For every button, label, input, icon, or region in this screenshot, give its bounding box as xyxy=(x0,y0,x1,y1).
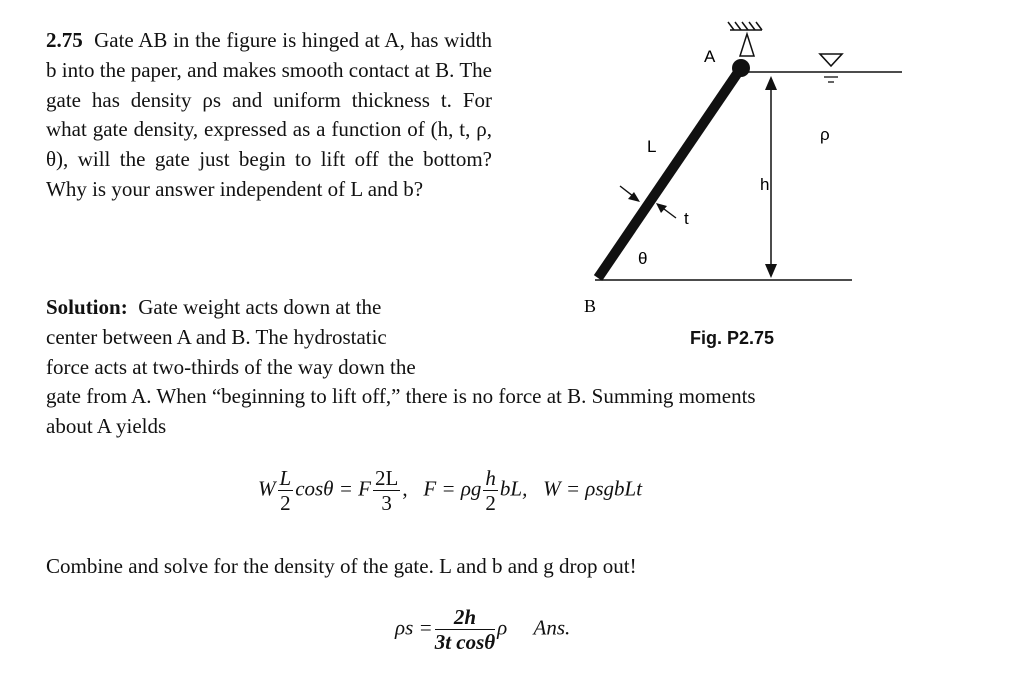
solution-text xyxy=(46,293,971,442)
answer-label: Ans. xyxy=(533,615,571,640)
problem-number: 2.75 xyxy=(46,28,83,52)
answer-fraction: $\frac{2h}{\text{3t cosθ}}$ xyxy=(434,605,496,654)
label-b: B xyxy=(584,296,597,316)
problem-statement xyxy=(46,26,492,205)
solution-line-3: force acts at two-thirds of the way down the xyxy=(46,354,416,379)
moment-equation: W $\frac{L}{2}$ cosθ = F $\frac{2L}{3}$ , F = ρg $\frac{h}{2}$ bL, W = ρsgbLt xyxy=(258,466,643,515)
solution-line-1: Gate weight acts down at the xyxy=(138,295,382,319)
figure-caption: Fig. P2.75 xyxy=(690,328,775,348)
hinge-support xyxy=(728,22,762,56)
frac-l-over-2: $\frac{L}{2}$ xyxy=(279,466,292,515)
free-surface-symbol xyxy=(820,54,842,66)
eq1-w: W xyxy=(258,476,276,501)
solution-line-4: gate from A. When “beginning to lift off,” there is no force at B. Summing moments xyxy=(46,384,756,409)
solution-heading: Solution: xyxy=(46,295,128,319)
frac-h-over-2: $\frac{h}{2}$ xyxy=(485,466,496,515)
eq2-rho: ρ xyxy=(497,615,508,640)
eq1-bl: bL, xyxy=(499,476,528,501)
problem-text: Gate AB in the figure is hinged at A, has width b into the paper, and makes smooth contact at B. The gate has density ρs and uniform thickness t. For what gate density, expressed as a function of (h, t, ρ, θ), will the gate just begin to lift off the bottom? Why is your answer independent of L and b? xyxy=(46,28,492,201)
gate-figure xyxy=(540,20,920,320)
label-a: A xyxy=(704,47,716,66)
eq1-weight: W = ρsgbLt xyxy=(543,476,643,501)
solution-line-2: center between A and B. The hydrostatic xyxy=(46,324,387,349)
label-rho: ρ xyxy=(820,125,830,144)
eq1-cos: cosθ = F xyxy=(295,476,371,501)
combine-text: Combine and solve for the density of the gate. L and b and g drop out! xyxy=(46,554,637,578)
label-t: t xyxy=(684,209,689,228)
gate-ab xyxy=(598,68,741,278)
solution-line-5: about A yields xyxy=(46,414,167,439)
answer-equation xyxy=(395,605,570,654)
frac-2l-over-3: $\frac{2L}{3}$ xyxy=(375,466,399,515)
label-l: L xyxy=(647,137,657,156)
hinge-a xyxy=(732,59,750,77)
eq2-lhs: ρs = xyxy=(395,615,433,640)
eq1-force: F = ρg xyxy=(423,476,482,501)
label-theta: θ xyxy=(638,249,648,268)
label-h: h xyxy=(760,175,770,194)
